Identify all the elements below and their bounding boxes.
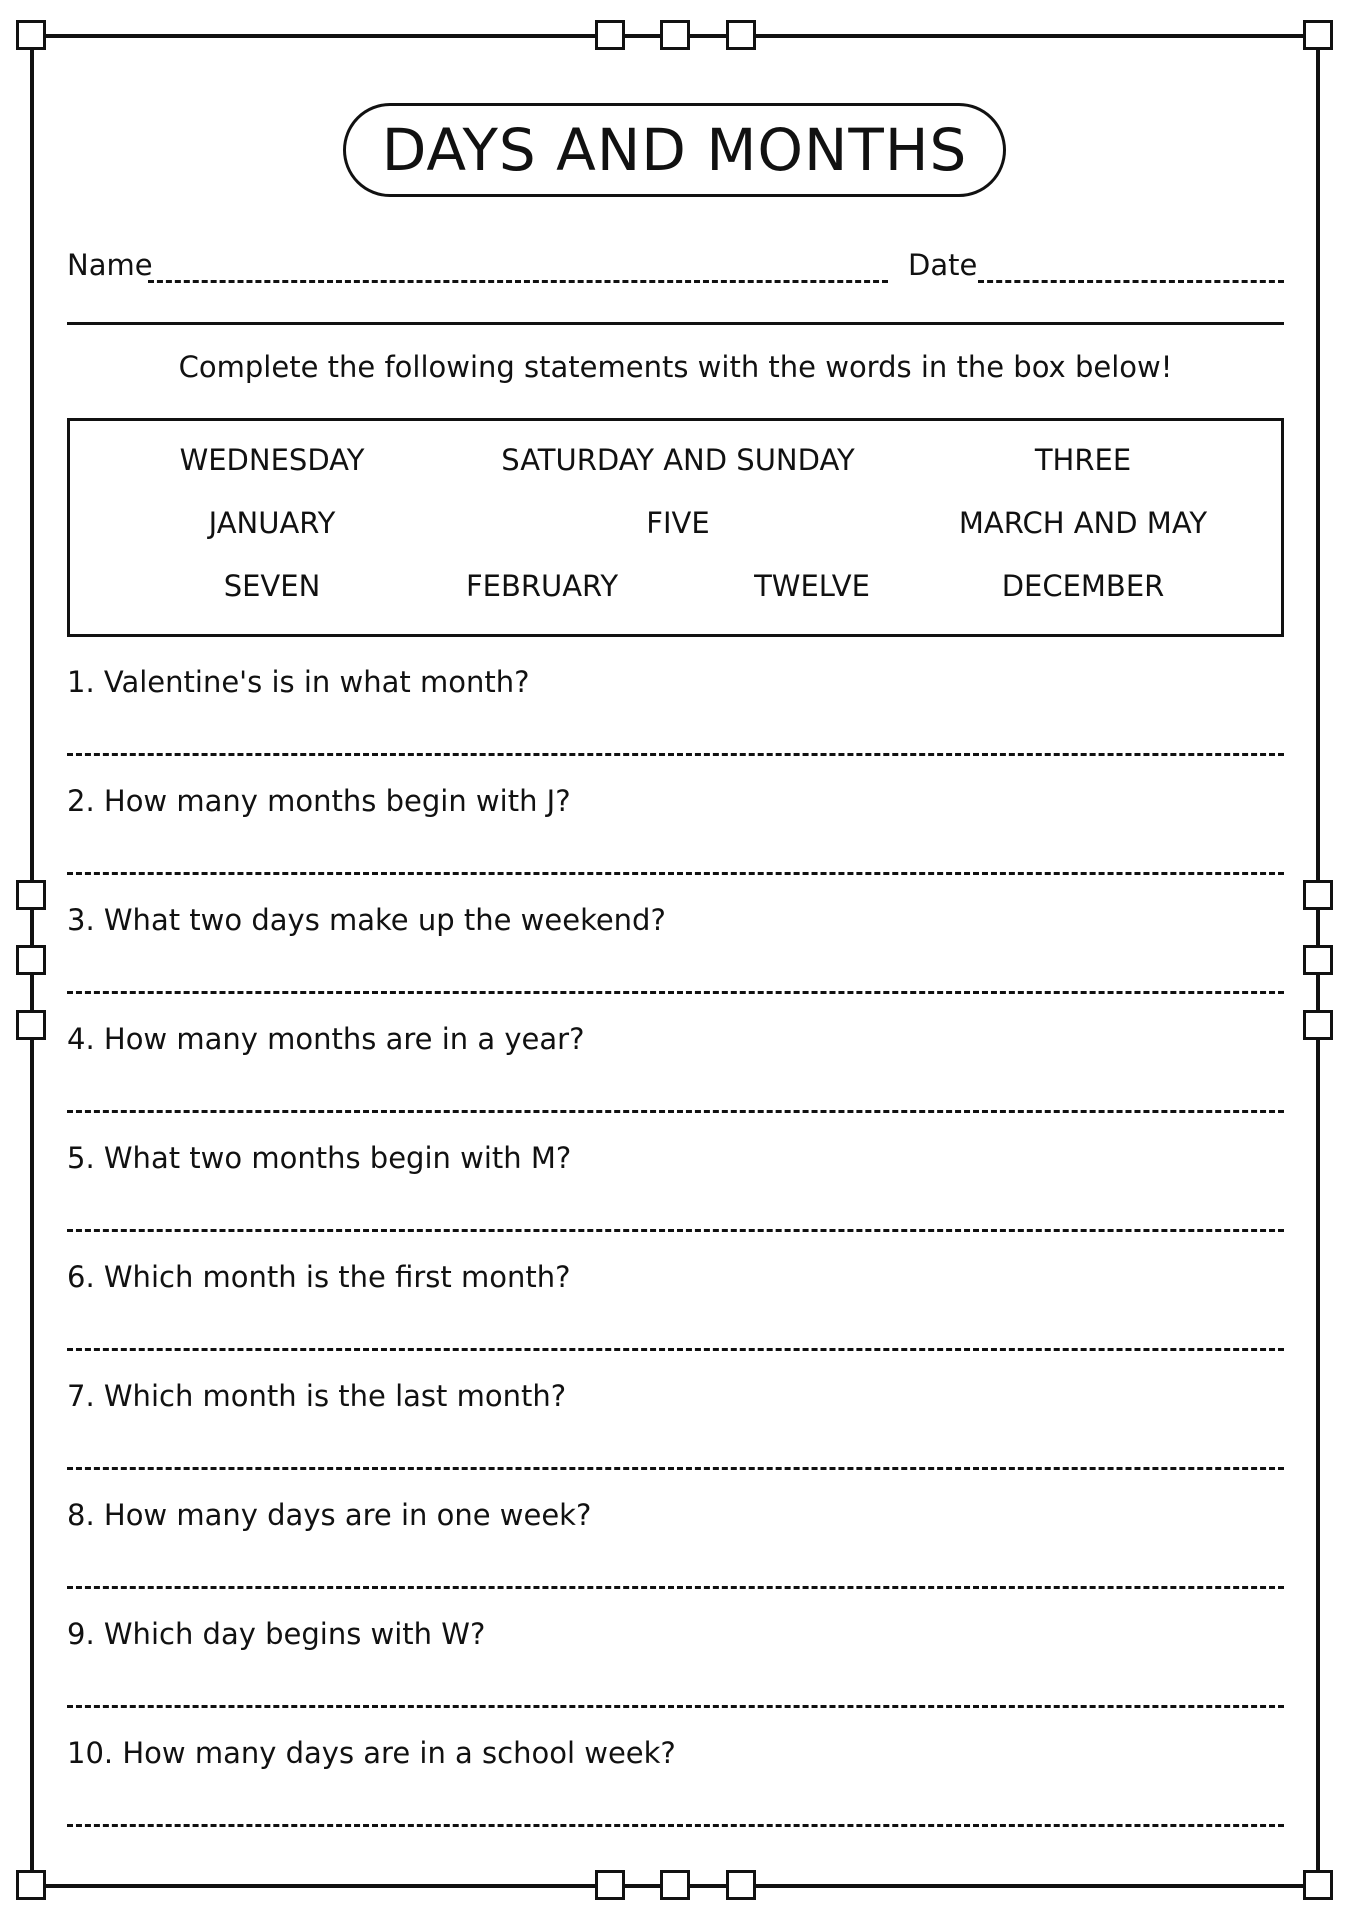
word-bank xyxy=(67,418,1284,637)
answer-line-5[interactable] xyxy=(67,1229,1284,1232)
word-bank-item: DECEMBER xyxy=(1001,569,1165,603)
top-square-1 xyxy=(595,20,625,50)
question-6: 6. Which month is the first month? xyxy=(67,1260,571,1294)
question-1: 1. Valentine's is in what month? xyxy=(67,665,530,699)
corner-square-bottom-right xyxy=(1303,1870,1333,1900)
answer-line-9[interactable] xyxy=(67,1705,1284,1708)
left-square-2 xyxy=(16,945,46,975)
question-5: 5. What two months begin with M? xyxy=(67,1141,572,1175)
question-7: 7. Which month is the last month? xyxy=(67,1379,567,1413)
right-square-3 xyxy=(1303,1010,1333,1040)
word-bank-item: FIVE xyxy=(646,506,710,540)
left-square-3 xyxy=(16,1010,46,1040)
question-3: 3. What two days make up the weekend? xyxy=(67,903,666,937)
word-bank-item: TWELVE xyxy=(754,569,870,603)
question-10: 10. How many days are in a school week? xyxy=(67,1736,676,1770)
left-square-1 xyxy=(16,880,46,910)
answer-line-4[interactable] xyxy=(67,1110,1284,1113)
date-label: Date xyxy=(908,248,978,282)
right-square-1 xyxy=(1303,880,1333,910)
top-square-3 xyxy=(726,20,756,50)
bottom-square-3 xyxy=(726,1870,756,1900)
answer-line-2[interactable] xyxy=(67,872,1284,875)
bottom-square-1 xyxy=(595,1870,625,1900)
word-bank-item: THREE xyxy=(1034,443,1132,477)
page-title: DAYS AND MONTHS xyxy=(343,103,1006,197)
answer-line-6[interactable] xyxy=(67,1348,1284,1351)
frame-top-right-line xyxy=(756,34,1318,38)
frame-top-left-line xyxy=(32,34,600,38)
word-bank-item: JANUARY xyxy=(208,506,336,540)
answer-line-7[interactable] xyxy=(67,1467,1284,1470)
word-bank-item: SATURDAY AND SUNDAY xyxy=(501,443,855,477)
question-4: 4. How many months are in a year? xyxy=(67,1022,585,1056)
question-8: 8. How many days are in one week? xyxy=(67,1498,592,1532)
word-bank-item: SEVEN xyxy=(223,569,321,603)
answer-line-10[interactable] xyxy=(67,1824,1284,1827)
bottom-square-2 xyxy=(660,1870,690,1900)
answer-line-3[interactable] xyxy=(67,991,1284,994)
word-bank-item: MARCH AND MAY xyxy=(958,506,1208,540)
corner-square-top-left xyxy=(16,20,46,50)
answer-line-8[interactable] xyxy=(67,1586,1284,1589)
question-2: 2. How many months begin with J? xyxy=(67,784,571,818)
question-9: 9. Which day begins with W? xyxy=(67,1617,486,1651)
corner-square-bottom-left xyxy=(16,1870,46,1900)
instructions: Complete the following statements with the words in the box below! xyxy=(178,350,1173,384)
corner-square-top-right xyxy=(1303,20,1333,50)
answer-line-1[interactable] xyxy=(67,753,1284,756)
name-label: Name xyxy=(67,248,153,282)
right-square-2 xyxy=(1303,945,1333,975)
word-bank-item: WEDNESDAY xyxy=(179,443,365,477)
divider-line xyxy=(67,322,1284,325)
word-bank-item: FEBRUARY xyxy=(465,569,619,603)
name-field[interactable] xyxy=(148,280,888,283)
date-field[interactable] xyxy=(978,280,1284,283)
top-square-2 xyxy=(660,20,690,50)
